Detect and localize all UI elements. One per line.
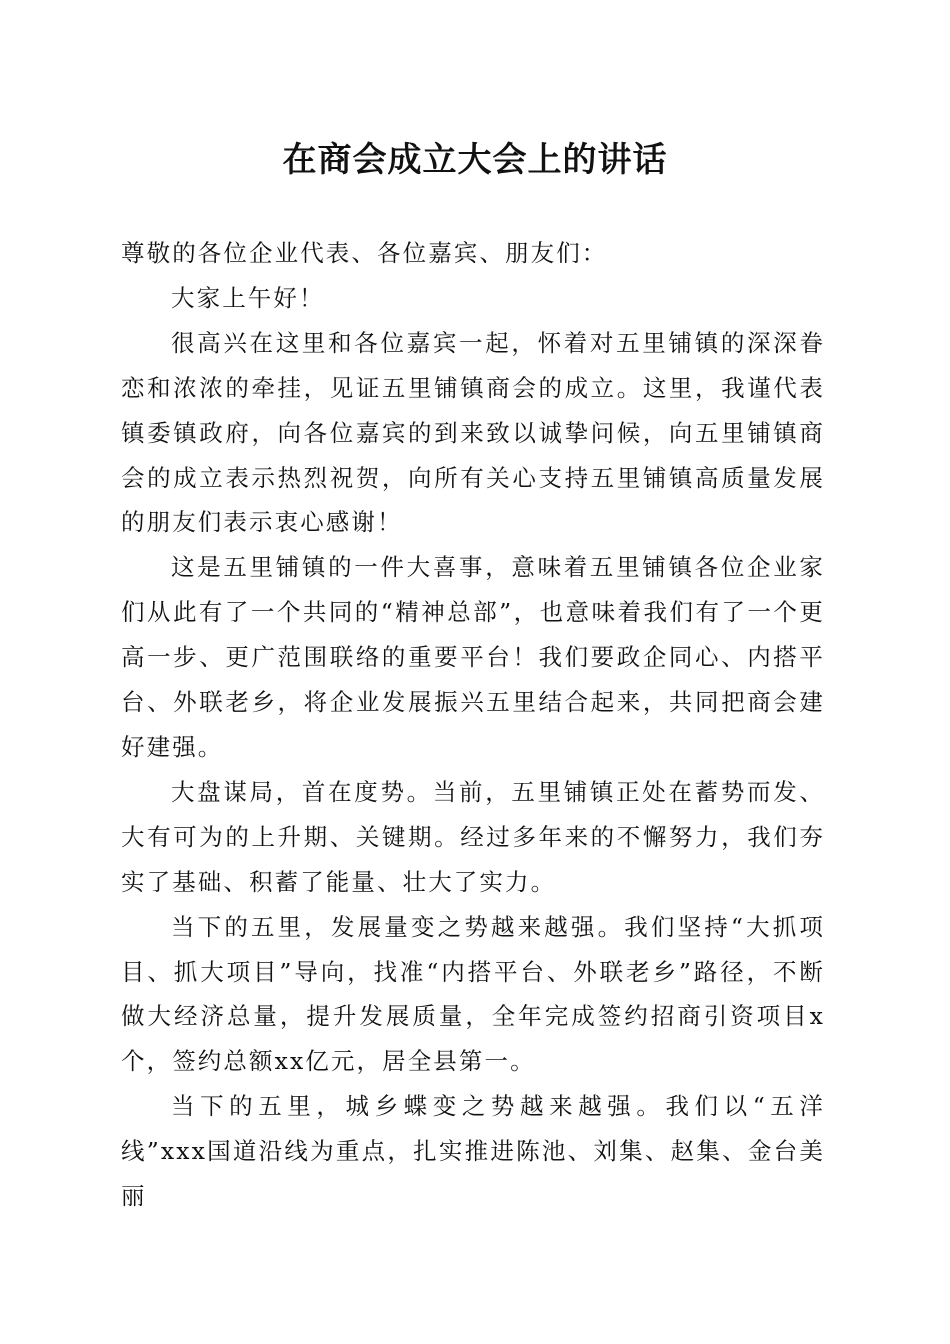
document-body	[121, 231, 825, 1219]
paragraph-urban-rural: 当下的五里，城乡蝶变之势越来越强。我们以“五洋线”xxx国道沿线为重点，扎实推进陈池、刘集、赵集、金台美丽	[121, 1092, 825, 1211]
document-title: 在商会成立大会上的讲话	[282, 140, 668, 180]
paragraph-development: 当下的五里，发展量变之势越来越强。我们坚持“大抓项目、抓大项目”导向，找准“内搭平台、外联老乡”路径，不断做大经济总量，提升发展质量，全年完成签约招商引资项目x个，签约总额xx亿元，居全县第一。	[121, 912, 825, 1076]
salutation: 尊敬的各位企业代表、各位嘉宾、朋友们：	[121, 239, 608, 267]
paragraph-greeting: 大家上午好！	[171, 283, 325, 312]
paragraph-significance: 这是五里铺镇的一件大喜事，意味着五里铺镇各位企业家们从此有了一个共同的“精神总部”，也意味着我们有了一个更高一步、更广范围联络的重要平台！我们要政企同心、内搭平台、外联老乡，将企业发展振兴五里结合起来，共同把商会建好建强。	[121, 553, 825, 761]
paragraph-opening: 很高兴在这里和各位嘉宾一起，怀着对五里铺镇的深深眷恋和浓浓的牵挂，见证五里铺镇商会的成立。这里，我谨代表镇委镇政府，向各位嘉宾的到来致以诚挚问候，向五里铺镇商会的成立表示热烈祝贺，向所有关心支持五里铺镇高质量发展的朋友们表示衷心感谢！	[121, 328, 825, 537]
paragraph-situation: 大盘谋局，首在度势。当前，五里铺镇正处在蓄势而发、大有可为的上升期、关键期。经过多年来的不懈努力，我们夯实了基础、积蓄了能量、壮大了实力。	[121, 777, 825, 896]
